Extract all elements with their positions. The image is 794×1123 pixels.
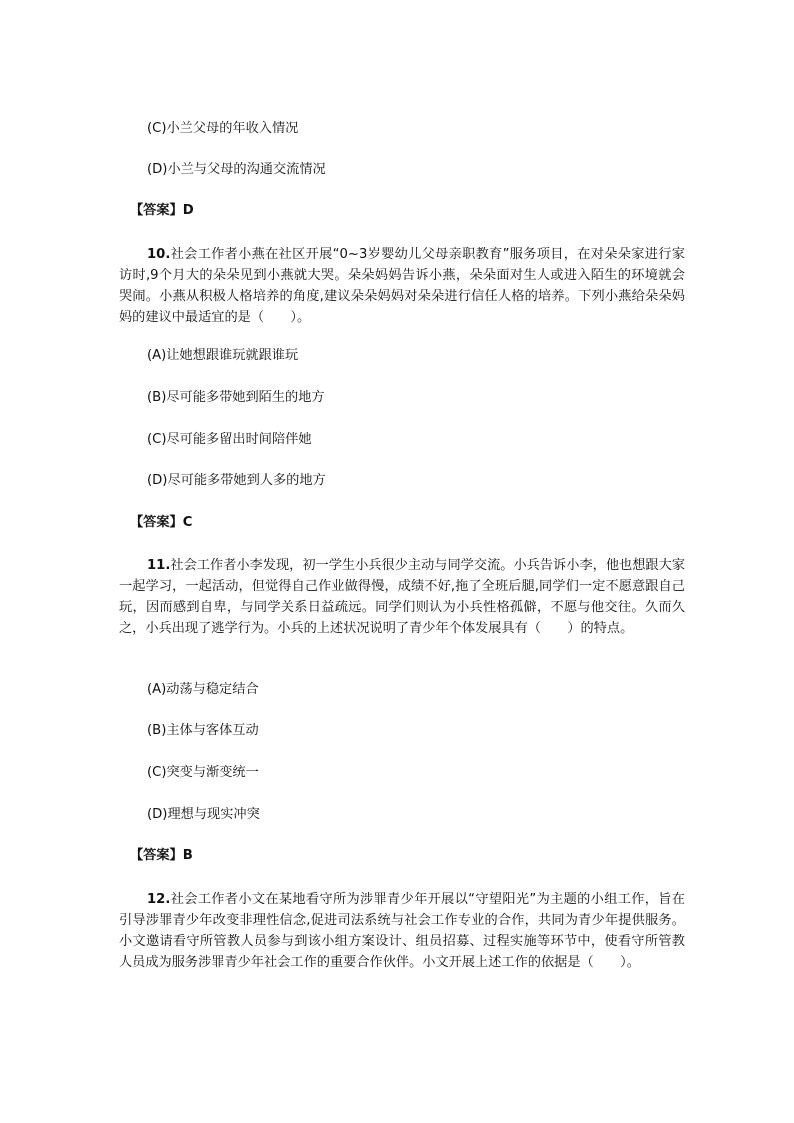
question-11 [119,555,685,639]
option-d: (D)小兰与父母的沟通交流情况 [147,162,326,177]
question-text: 社会工作者小文在某地看守所为涉罪青少年开展以“守望阳光”为主题的小组工作，旨在引导涉罪青少年改变非理性信念,促进司法系统与社会工作专业的合作，共同为青少年提供服务。小文邀请看守所管教人员参与到该小组方案设计、组员招募、过程实施等环节中，使看守所管教人员成为服务涉罪青少年社会工作的重要合作伙伴。小文开展上述工作的依据是（ ）。 [119,892,685,970]
option-b: (B)主体与客体互动 [147,723,259,738]
question-number: 12. [147,892,171,907]
question-text: 社会工作者小燕在社区开展“0~3岁婴幼儿父母亲职教育”服务项目，在对朵朵家进行家访时,9个月大的朵朵见到小燕就大哭。朵朵妈妈告诉小燕，朵朵面对生人或进入陌生的环境就会哭闹。小燕从积极人格培养的角度,建议朵朵妈妈对朵朵进行信任人格的培养。下列小燕给朵朵妈妈的建议中最适宜的是（ ）。 [119,247,685,325]
option-d: (D)理想与现实冲突 [147,807,260,822]
question-text: 社会工作者小李发现，初一学生小兵很少主动与同学交流。小兵告诉小李，他也想跟大家一起学习，一起活动，但觉得自己作业做得慢，成绩不好,拖了全班后腿,同学们一定不愿意跟自己玩，因而感到自卑，与同学关系日益疏远。同学们则认为小兵性格孤僻，不愿与他交往。久而久之，小兵出现了逃学行为。小兵的上述状况说明了青少年个体发展具有（ ）的特点。 [119,558,685,636]
option-a: (A)动荡与稳定结合 [147,682,259,697]
option-d: (D)尽可能多带她到人多的地方 [147,473,326,488]
option-c: (C)小兰父母的年收入情况 [147,121,299,136]
question-number: 11. [147,558,171,573]
option-a: (A)让她想跟谁玩就跟谁玩 [147,348,299,363]
question-12 [119,889,685,973]
option-c: (C)尽可能多留出时间陪伴她 [147,432,312,447]
question-10 [119,244,685,328]
question-number: 10. [147,247,171,262]
option-c: (C)突变与渐变统一 [147,765,259,780]
option-b: (B)尽可能多带她到陌生的地方 [147,390,325,405]
answer-label: 【答案】C [130,515,193,530]
answer-label: 【答案】B [130,848,193,863]
answer-label: 【答案】D [130,203,194,218]
